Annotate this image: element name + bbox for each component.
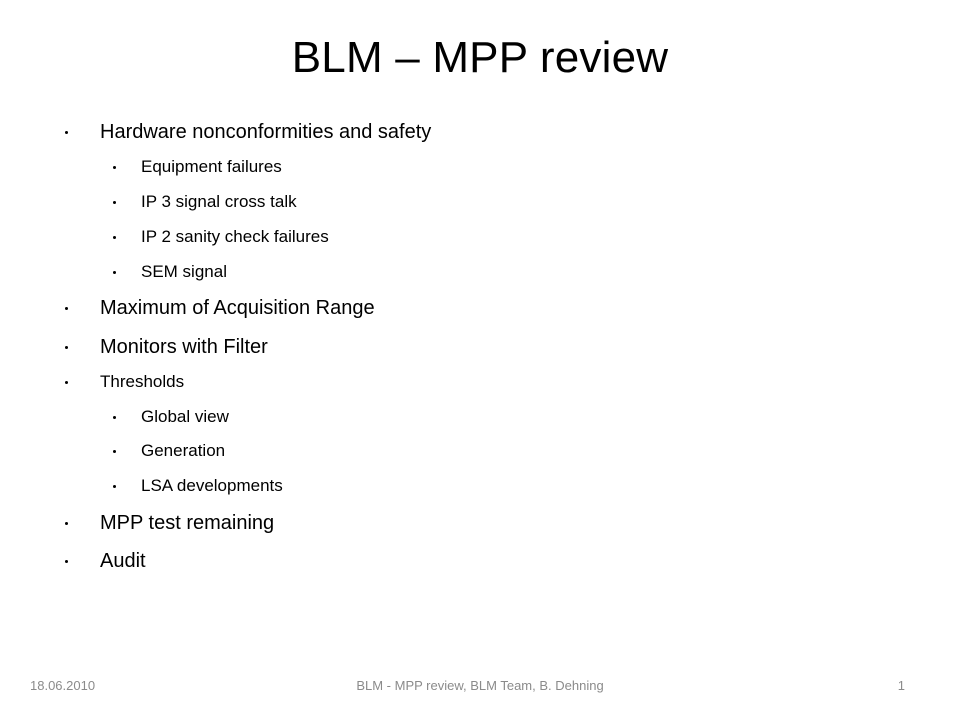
slide-title: BLM – MPP review [291,33,669,82]
bullet-dot-icon [113,236,116,239]
sub-bullet-item [141,155,282,179]
bullet-label: Maximum of Acquisition Range [100,297,375,319]
bullet-item [100,547,146,575]
bullet-dot-icon [65,560,68,563]
bullet-label: Audit [100,550,146,572]
page-number: 1 [897,678,905,693]
bullet-dot-icon [113,485,116,488]
bullet-item [100,294,375,322]
bullet-dot-icon [113,201,116,204]
bullet-dot-icon [65,381,68,384]
sub-bullet-item [141,405,229,429]
bullet-dot-icon [65,522,68,525]
bullet-dot-icon [65,346,68,349]
sub-bullet-item [141,474,283,498]
footer-text: BLM - MPP review, BLM Team, B. Dehning [356,678,604,693]
footer-date: 18.06.2010 [30,678,96,693]
sub-bullet-item [141,439,225,463]
bullet-label: Global view [141,407,229,426]
bullet-label: IP 3 signal cross talk [141,192,297,211]
sub-bullet-item [141,190,297,214]
sub-bullet-item [141,260,227,284]
bullet-label: IP 2 sanity check failures [141,227,329,246]
bullet-dot-icon [113,166,116,169]
bullet-dot-icon [65,307,68,310]
bullet-dot-icon [65,131,68,134]
bullet-dot-icon [113,271,116,274]
bullet-item [100,368,184,396]
bullet-item [100,118,431,146]
bullet-label: Monitors with Filter [100,336,268,358]
bullet-dot-icon [113,450,116,453]
bullet-label: Equipment failures [141,157,282,176]
sub-bullet-item [141,225,329,249]
bullet-item [100,509,274,537]
bullet-label: Thresholds [100,372,185,391]
bullet-label: LSA developments [141,476,283,495]
bullet-label: Generation [141,441,226,460]
bullet-label: SEM signal [141,262,227,281]
bullet-label: Hardware nonconformities and safety [100,121,432,143]
bullet-label: MPP test remaining [100,512,275,534]
bullet-dot-icon [113,416,116,419]
bullet-item [100,333,268,361]
